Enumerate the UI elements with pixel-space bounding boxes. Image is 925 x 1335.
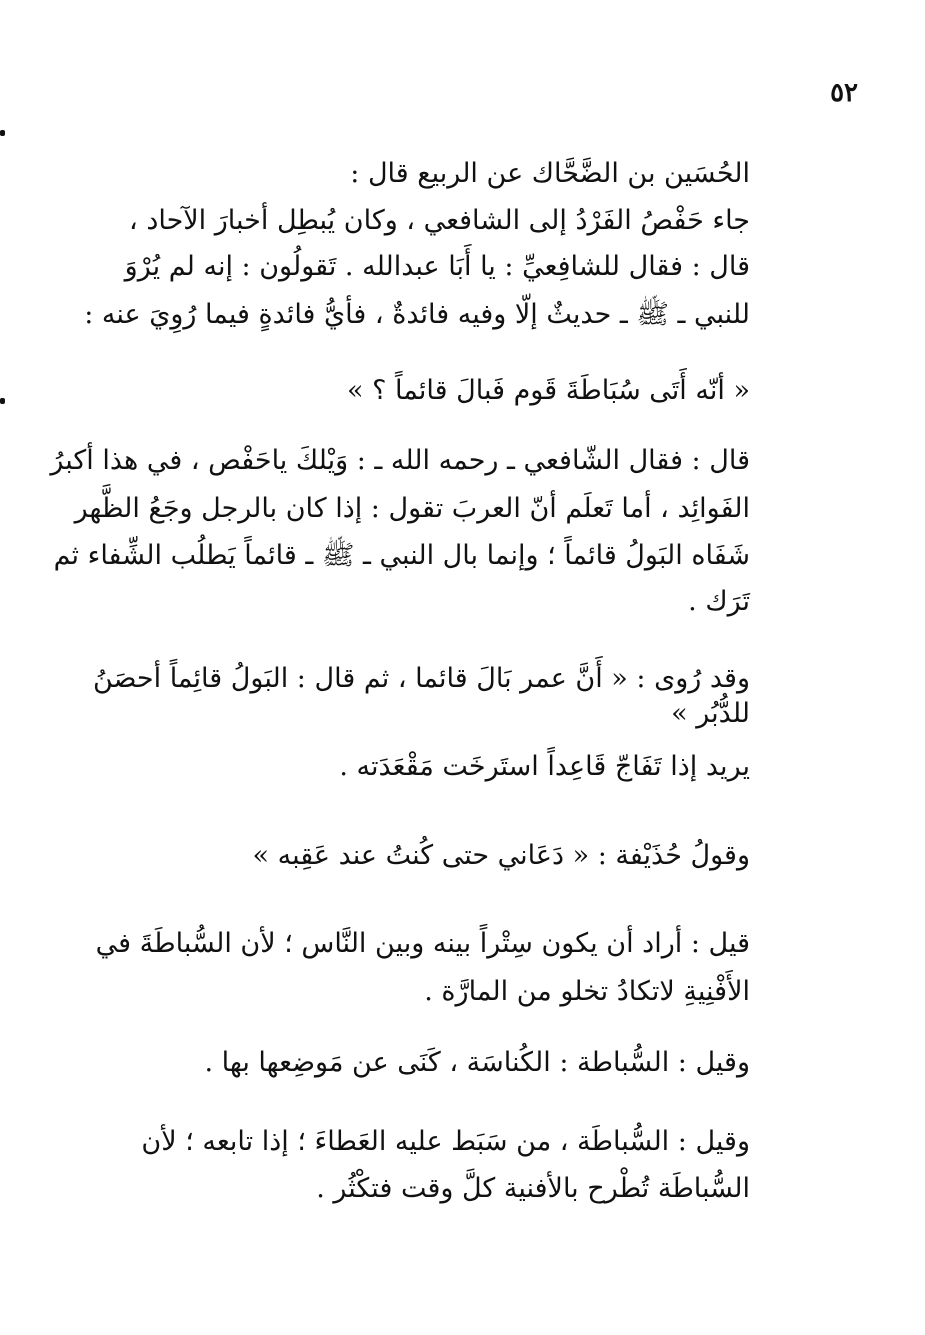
text-line: وقيل : السُّباطة : الكُناسَة ، كَنَى عن مَوضِعها بها . bbox=[204, 1047, 750, 1078]
page-number: ٥٢ bbox=[830, 78, 858, 108]
quote-line: وقولُ حُذَيْفة : « دَعَاني حتى كُنتُ عند عَقِبه » bbox=[252, 840, 750, 871]
text-line: وقد رُوى : « أَنَّ عمر بَالَ قائما ، ثم قال : البَولُ قائِماً أحصَنُ bbox=[92, 663, 750, 694]
text-line: وقيل : السُّباطَة ، من سَبَط عليه العَطاءَ ؛ إذا تابعه ؛ لأن bbox=[141, 1126, 750, 1157]
text-line: جاء حَفْصُ الفَرْدُ إلى الشافعي ، وكان يُبطِل أخبارَ الآحاد ، bbox=[129, 205, 750, 236]
text-line: قال : فقال للشافِعيِّ : يا أَبَا عبدالله . تَقولُون : إنه لم يُرْوَ bbox=[124, 251, 750, 282]
margin-mark bbox=[0, 130, 5, 136]
text-line: السُّباطَة تُطْرح بالأفنية كلَّ وقت فتكْثُر . bbox=[316, 1173, 750, 1204]
text-line: الفَوائِد ، أما تَعلَم أنّ العربَ تقول : إذا كان بالرجل وجَعُ الظَّهر bbox=[74, 493, 750, 524]
text-line: للدُّبُر » bbox=[671, 698, 750, 729]
text-line: قيل : أراد أن يكون سِتْراً بينه وبين النَّاس ؛ لأن السُّباطَةَ في bbox=[95, 928, 750, 959]
text-line: تَرَك . bbox=[688, 586, 750, 617]
text-line: الأَفْنِيةِ لاتكادُ تخلو من المارَّة . bbox=[424, 976, 750, 1007]
text-line: شَفَاه البَولُ قائماً ؛ وإنما بال النبي ـ ﷺ ـ قائماً يَطلُب الشِّفاء ثم bbox=[53, 540, 750, 571]
text-line: يريد إذا تَفَاجّ قَاعِداً استَرخَت مَقْعَدَته . bbox=[339, 751, 750, 782]
text-line: قال : فقال الشّافعي ـ رحمه الله ـ : وَيْلكَ ياحَفْص ، في هذا أكبرُ bbox=[50, 445, 750, 476]
text-line: للنبي ـ ﷺ ـ حديثٌ إلّا وفيه فائدةٌ ، فأيُّ فائدةٍ فيما رُوِيَ عنه : bbox=[84, 299, 750, 330]
text-line: الحُسَين بن الضَّحَّاك عن الربيع قال : bbox=[350, 158, 750, 189]
quote-line: « أنّه أَتَى سُبَاطَةَ قَوم فَبالَ قائماً ؟ » bbox=[347, 375, 750, 406]
margin-mark bbox=[0, 398, 5, 404]
